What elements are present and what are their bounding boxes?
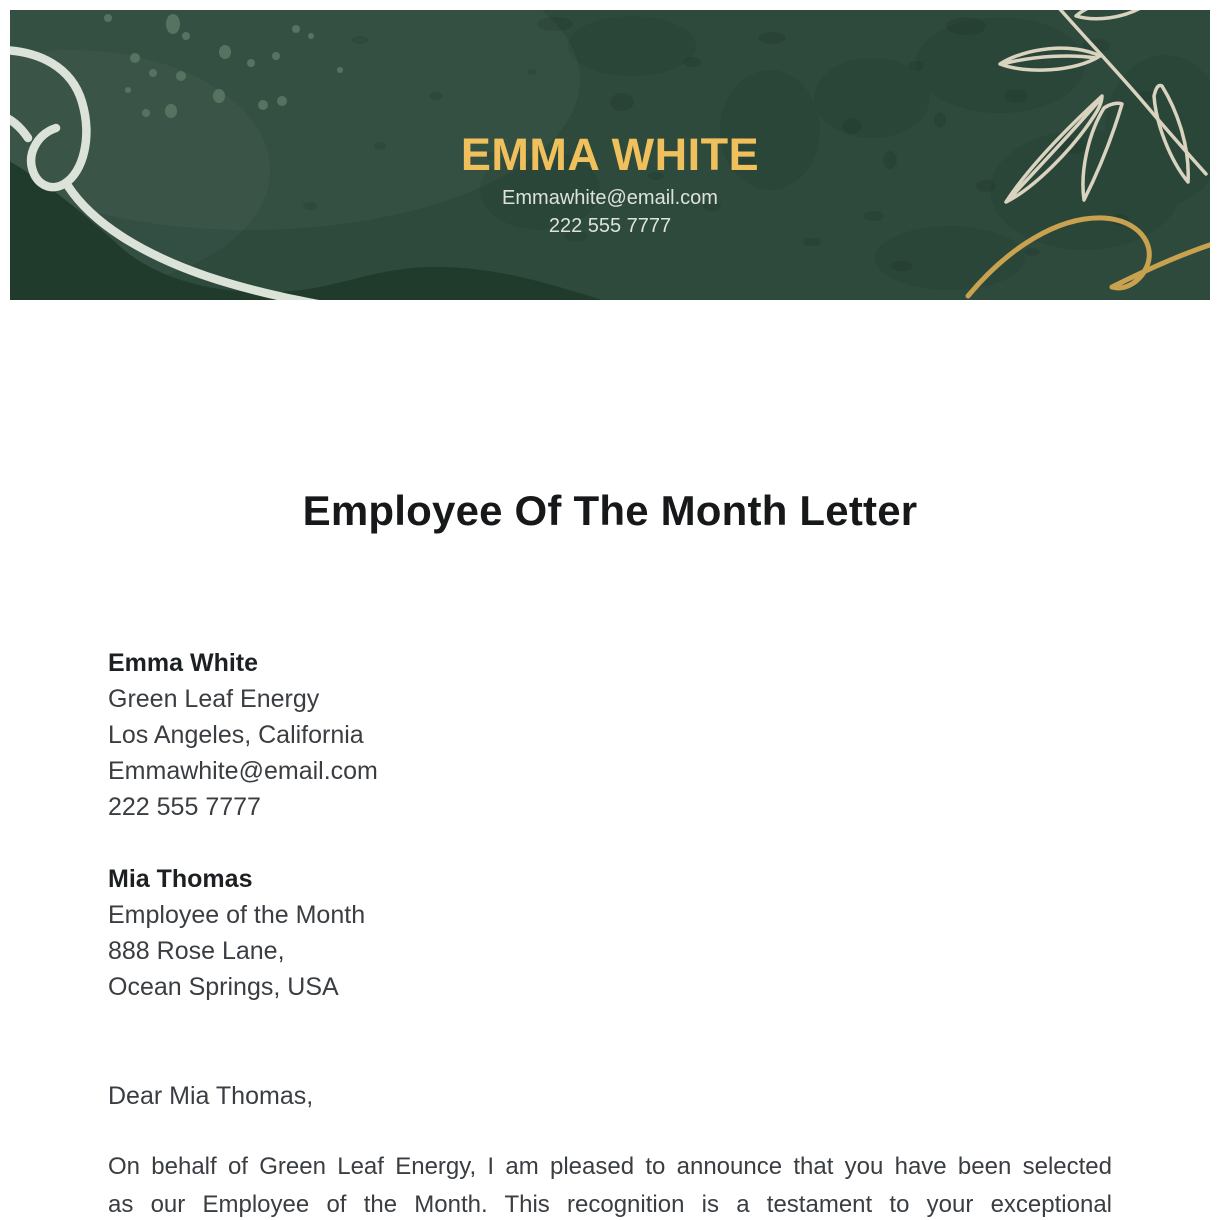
body-line: as our Employee of the Month. This recognition is a testament to your exceptional bbox=[108, 1191, 1112, 1218]
recipient-block bbox=[108, 861, 365, 1005]
letter-body bbox=[108, 1148, 1112, 1220]
header-name: EMMA WHITE bbox=[460, 129, 760, 180]
header-contact-block bbox=[10, 130, 1210, 238]
sender-phone: 222 555 7777 bbox=[108, 793, 261, 821]
recipient-street: 888 Rose Lane, bbox=[108, 937, 285, 965]
header-email: Emmawhite@email.com bbox=[502, 187, 718, 209]
document-title: Employee Of The Month Letter bbox=[302, 487, 918, 534]
recipient-city: Ocean Springs, USA bbox=[108, 973, 339, 1001]
recipient-title: Employee of the Month bbox=[108, 901, 366, 929]
sender-name: Emma White bbox=[108, 649, 259, 677]
body-line: On behalf of Green Leaf Energy, I am pleased to announce that you have been selected bbox=[108, 1153, 1112, 1180]
recipient-name: Mia Thomas bbox=[108, 865, 253, 893]
salutation: Dear Mia Thomas, bbox=[108, 1082, 314, 1110]
header-phone: 222 555 7777 bbox=[548, 215, 672, 237]
sender-email: Emmawhite@email.com bbox=[108, 757, 378, 785]
sender-company: Green Leaf Energy bbox=[108, 685, 320, 713]
header-banner bbox=[10, 10, 1210, 300]
sender-location: Los Angeles, California bbox=[108, 721, 364, 749]
sender-block bbox=[108, 645, 378, 825]
